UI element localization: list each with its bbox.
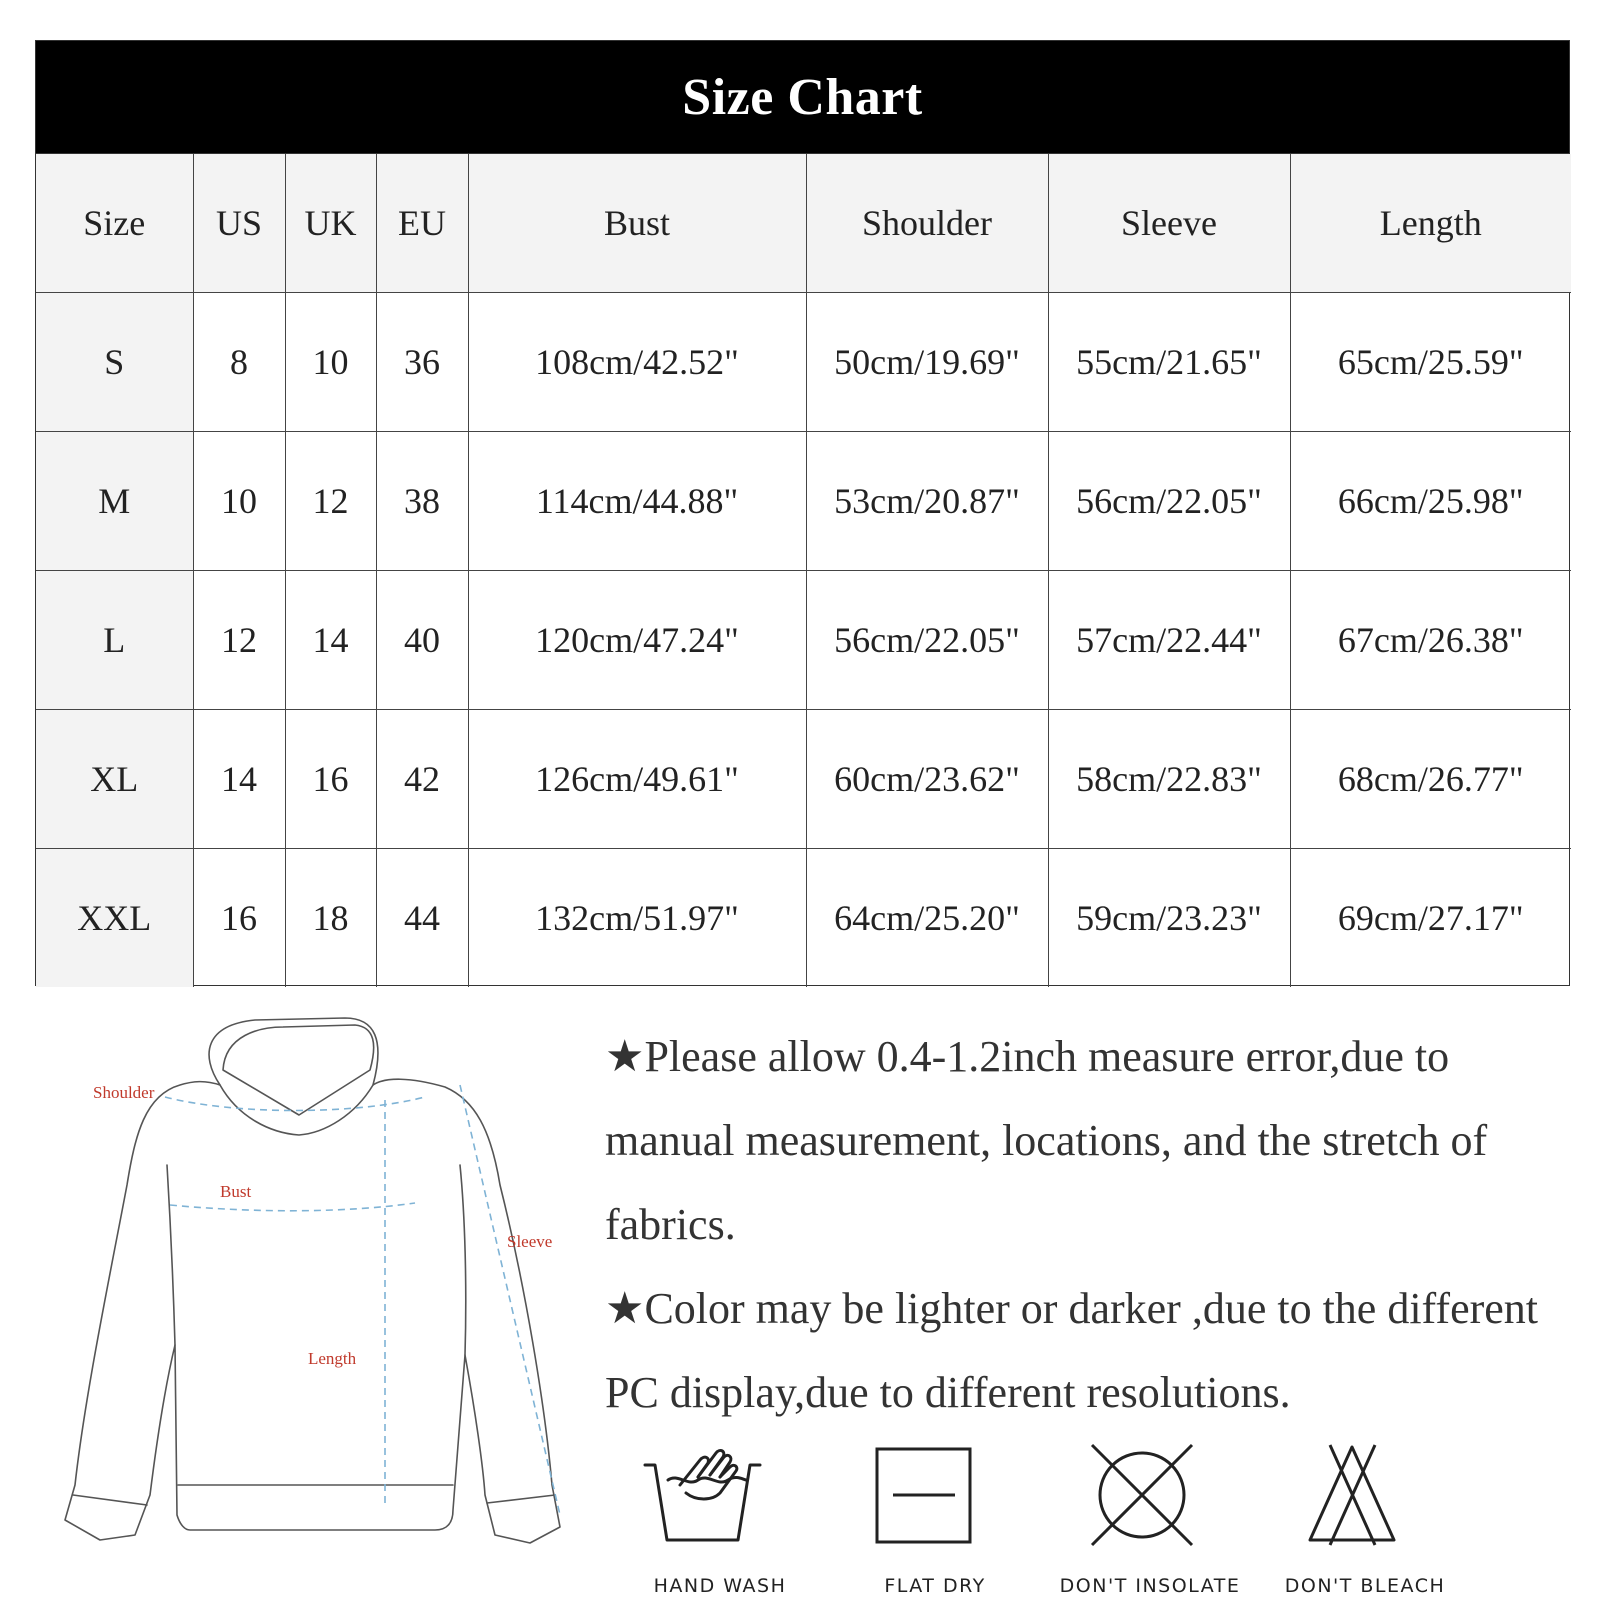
care-item-flat-dry — [835, 1435, 1035, 1600]
eu-cell: 42 — [376, 710, 468, 849]
uk-cell: 18 — [285, 849, 376, 988]
care-label: DON'T INSOLATE — [1059, 1575, 1241, 1597]
dont-bleach-icon — [1265, 1435, 1465, 1570]
header-sleeve: Sleeve — [1048, 154, 1290, 293]
bust-label: Bust — [220, 1182, 252, 1201]
shoulder-guide — [165, 1097, 425, 1111]
shoulder-cell: 56cm/22.05" — [806, 571, 1048, 710]
header-uk: UK — [285, 154, 376, 293]
shoulder-cell: 53cm/20.87" — [806, 432, 1048, 571]
table-row — [36, 293, 1571, 432]
bust-cell: 120cm/47.24" — [468, 571, 806, 710]
uk-cell: 12 — [285, 432, 376, 571]
us-cell: 12 — [193, 571, 285, 710]
hood-outline — [209, 1018, 378, 1085]
size-cell: S — [36, 293, 193, 432]
sleeve-cell: 59cm/23.23" — [1048, 849, 1290, 988]
shoulder-cell: 64cm/25.20" — [806, 849, 1048, 988]
table-row — [36, 710, 1571, 849]
us-cell: 8 — [193, 293, 285, 432]
sleeve-cell: 56cm/22.05" — [1048, 432, 1290, 571]
header-bust: Bust — [468, 154, 806, 293]
us-cell: 10 — [193, 432, 285, 571]
care-label: DON'T BLEACH — [1284, 1575, 1446, 1597]
hoodie-measurement-diagram — [55, 1015, 585, 1590]
header-eu: EU — [376, 154, 468, 293]
eu-cell: 40 — [376, 571, 468, 710]
uk-cell: 14 — [285, 571, 376, 710]
right-sleeve-seam — [460, 1165, 466, 1355]
sleeve-guide — [460, 1085, 560, 1515]
table-row — [36, 432, 1571, 571]
sleeve-cell: 57cm/22.44" — [1048, 571, 1290, 710]
chart-title: Size Chart — [36, 41, 1569, 154]
bust-cell: 132cm/51.97" — [468, 849, 806, 988]
bust-guide — [170, 1203, 415, 1211]
hood-opening — [223, 1025, 374, 1115]
size-chart — [35, 40, 1570, 986]
dont-insolate-icon — [1050, 1435, 1250, 1570]
length-cell: 68cm/26.77" — [1290, 710, 1571, 849]
shoulder-label: Shoulder — [93, 1083, 155, 1102]
eu-cell: 36 — [376, 293, 468, 432]
us-cell: 14 — [193, 710, 285, 849]
sleeve-cell: 58cm/22.83" — [1048, 710, 1290, 849]
eu-cell: 38 — [376, 432, 468, 571]
size-cell: L — [36, 571, 193, 710]
header-length: Length — [1290, 154, 1571, 293]
header-us: US — [193, 154, 285, 293]
bust-cell: 108cm/42.52" — [468, 293, 806, 432]
right-cuff — [487, 1495, 555, 1503]
size-table — [36, 154, 1571, 987]
left-cuff — [73, 1495, 147, 1505]
care-notes — [605, 1015, 1565, 1435]
flat-dry-icon — [835, 1435, 1035, 1570]
sleeve-cell: 55cm/21.65" — [1048, 293, 1290, 432]
table-row — [36, 849, 1571, 988]
care-label: HAND WASH — [653, 1575, 787, 1597]
care-instructions — [620, 1435, 1580, 1600]
uk-cell: 10 — [285, 293, 376, 432]
length-cell: 69cm/27.17" — [1290, 849, 1571, 988]
note-measure-error: ★Please allow 0.4-1.2inch measure error,due to manual measurement, locations, and the stretch of fabrics. — [605, 1032, 1488, 1249]
left-sleeve-seam — [167, 1165, 175, 1345]
sleeve-label: Sleeve — [507, 1232, 553, 1251]
uk-cell: 16 — [285, 710, 376, 849]
body-outline — [65, 1079, 560, 1543]
length-cell: 67cm/26.38" — [1290, 571, 1571, 710]
eu-cell: 44 — [376, 849, 468, 988]
hand-wash-icon — [620, 1435, 820, 1570]
shoulder-cell: 60cm/23.62" — [806, 710, 1048, 849]
care-label: FLAT DRY — [884, 1575, 986, 1597]
shoulder-cell: 50cm/19.69" — [806, 293, 1048, 432]
care-item-dont-insolate — [1050, 1435, 1250, 1600]
care-item-dont-bleach — [1265, 1435, 1465, 1600]
length-cell: 65cm/25.59" — [1290, 293, 1571, 432]
bust-cell: 126cm/49.61" — [468, 710, 806, 849]
header-shoulder: Shoulder — [806, 154, 1048, 293]
note-color-variance: ★Color may be lighter or darker ,due to the different PC display,due to different resolutions. — [605, 1284, 1539, 1417]
table-row — [36, 571, 1571, 710]
size-cell: XL — [36, 710, 193, 849]
bust-cell: 114cm/44.88" — [468, 432, 806, 571]
care-item-hand-wash — [620, 1435, 820, 1600]
length-label: Length — [308, 1349, 357, 1368]
header-size: Size — [36, 154, 193, 293]
us-cell: 16 — [193, 849, 285, 988]
size-cell: M — [36, 432, 193, 571]
length-cell: 66cm/25.98" — [1290, 432, 1571, 571]
size-cell: XXL — [36, 849, 193, 988]
header-row — [36, 154, 1571, 293]
